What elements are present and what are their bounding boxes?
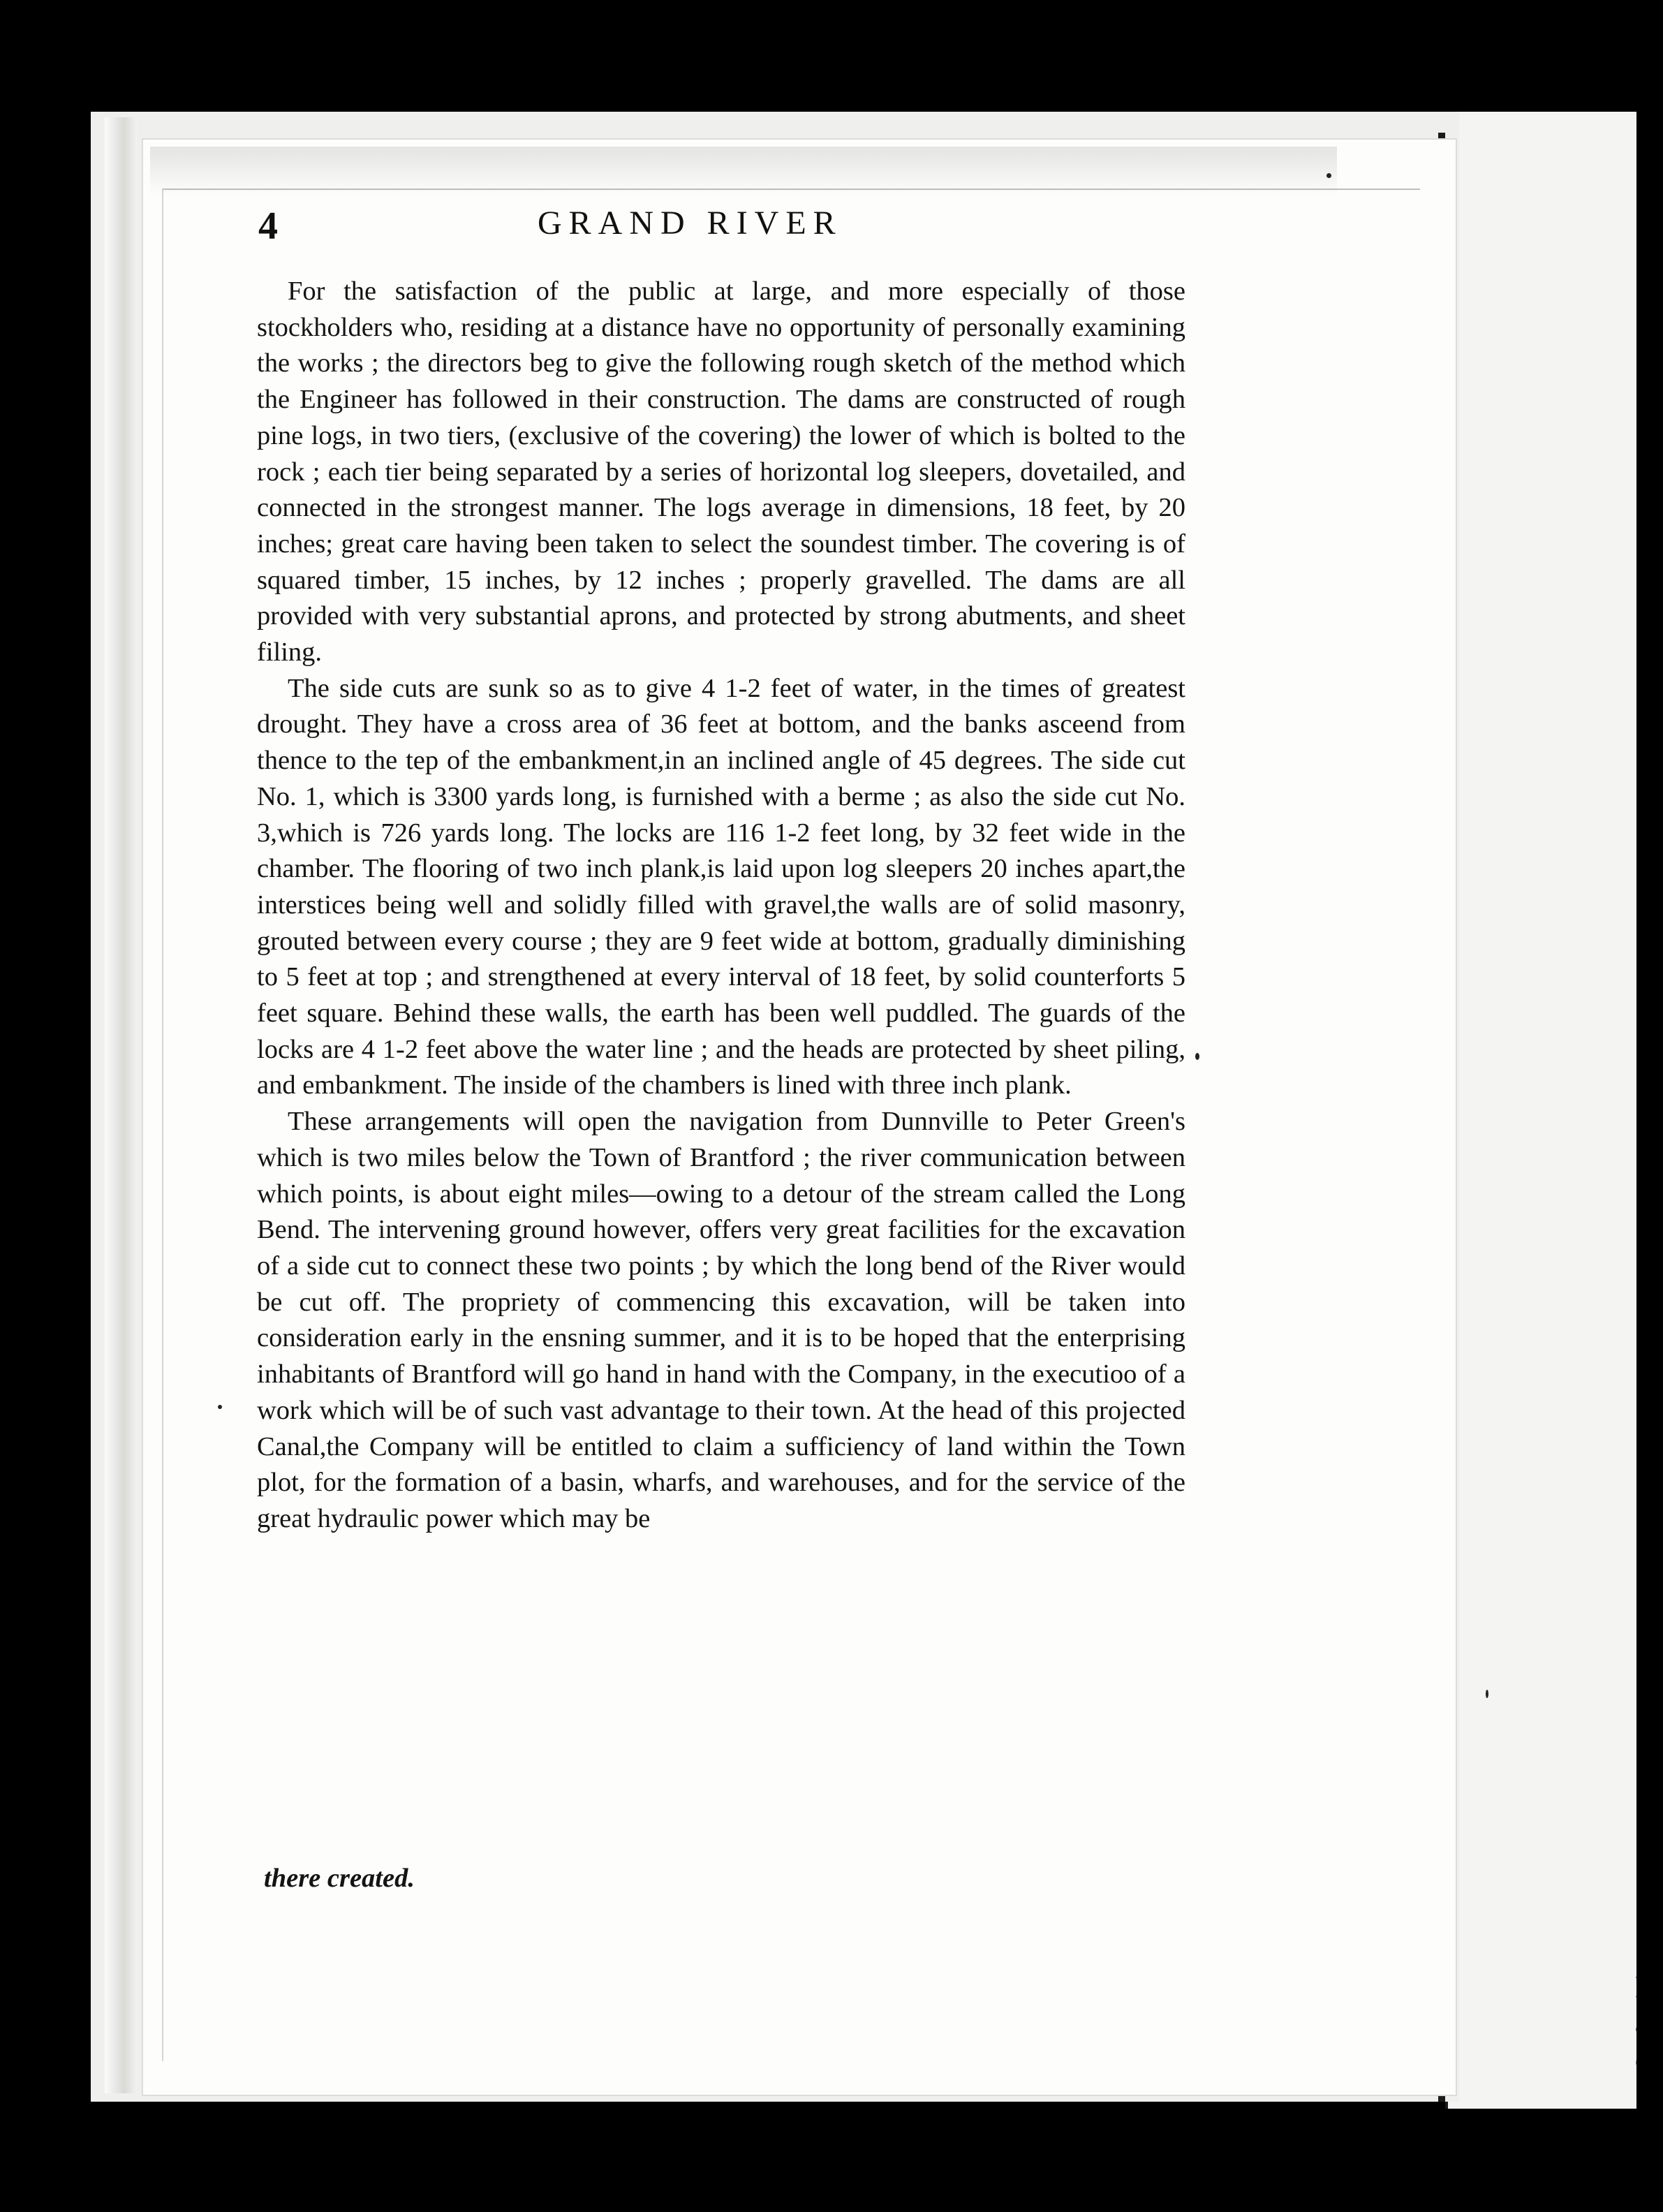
page-header	[258, 204, 1187, 253]
adjacent-page	[1445, 112, 1650, 2109]
paragraph-navigation: These arrangements will open the navigation from Dunnville to Peter Green's which is two miles below the Town of Brantford ; the river communication between which points, is about eight miles—owing to a detour of the stream called the Long Bend. The intervening ground however, offers very great facilities for the excavation of a side cut to connect these two points ; by which the long bend of the River would be cut off. The propriety of commencing this excavation, will be taken into consideration early in the ensning summer, and it is to be hoped that the enterprising inhabitants of Brantford will go hand in hand with the Company, in the executioo of a work which will be of such vast advantage to their town. At the head of this projected Canal,the Company will be entitled to claim a sufficiency of land within the Town plot, for the formation of a basin, wharfs, and warehouses, and for the service of the great hydraulic power which may be	[257, 1107, 1185, 1533]
page-left-edge	[105, 117, 137, 2093]
page-number: 4	[258, 205, 278, 248]
closing-line: there created.	[264, 1864, 415, 1893]
paragraph-side-cuts: The side cuts are sunk so as to give 4 1-2 feet of water, in the times of greatest drought. They have a cross area of 36 feet at bottom, and the banks asceend from thence to the tep of the embankment,in an inclined angle of 45 degrees. The side cut No. 1, which is 3300 yards long, is furnished with a berme ; as also the side cut No. 3,which is 726 yards long. The locks are 116 1-2 feet long, by 32 feet wide in the chamber. The flooring of two inch plank,is laid upon log sleepers 20 inches apart,the interstices being well and solidly filled with gravel,the walls are of solid masonry, grouted between every course ; they are 9 feet wide at bottom, gradually diminishing to 5 feet at top ; and strengthened at every interval of 18 feet, by solid counterforts 5 feet square. Behind these walls, the earth has been well puddled. The guards of the locks are 4 1-2 feet above the water line ; and the heads are protected by sheet piling, and embankment. The inside of the chambers is lined with three inch plank.	[257, 673, 1185, 1100]
scan-speck	[1195, 1053, 1199, 1060]
running-title: GRAND RIVER	[538, 205, 843, 242]
paragraph-dams: For the satisfaction of the public at large, and more especially of those stockholders who, residing at a distance have no opportunity of personally examining the works ; the directors beg to give the following rough sketch of the method which the Engineer has followed in their construction. The dams are constructed of rough pine logs, in two tiers, (exclusive of the covering) the lower of which is bolted to the rock ; each tier being separated by a series of horizontal log sleepers, dovetailed, and connected in the strongest manner. The logs average in dimensions, 18 feet, by 20 inches; great care having been taken to select the soundest timber. The covering is of squared timber, 15 inches, by 12 inches ; properly gravelled. The dams are all provided with very substantial aprons, and protected by strong abutments, and sheet filing.	[257, 276, 1185, 668]
scan-speck	[1486, 1690, 1488, 1698]
scan-speck	[218, 1405, 222, 1409]
scan-speck	[1326, 173, 1331, 178]
body-text	[257, 274, 1185, 1538]
adjacent-page-fragment: I a c	[1635, 1970, 1650, 2077]
